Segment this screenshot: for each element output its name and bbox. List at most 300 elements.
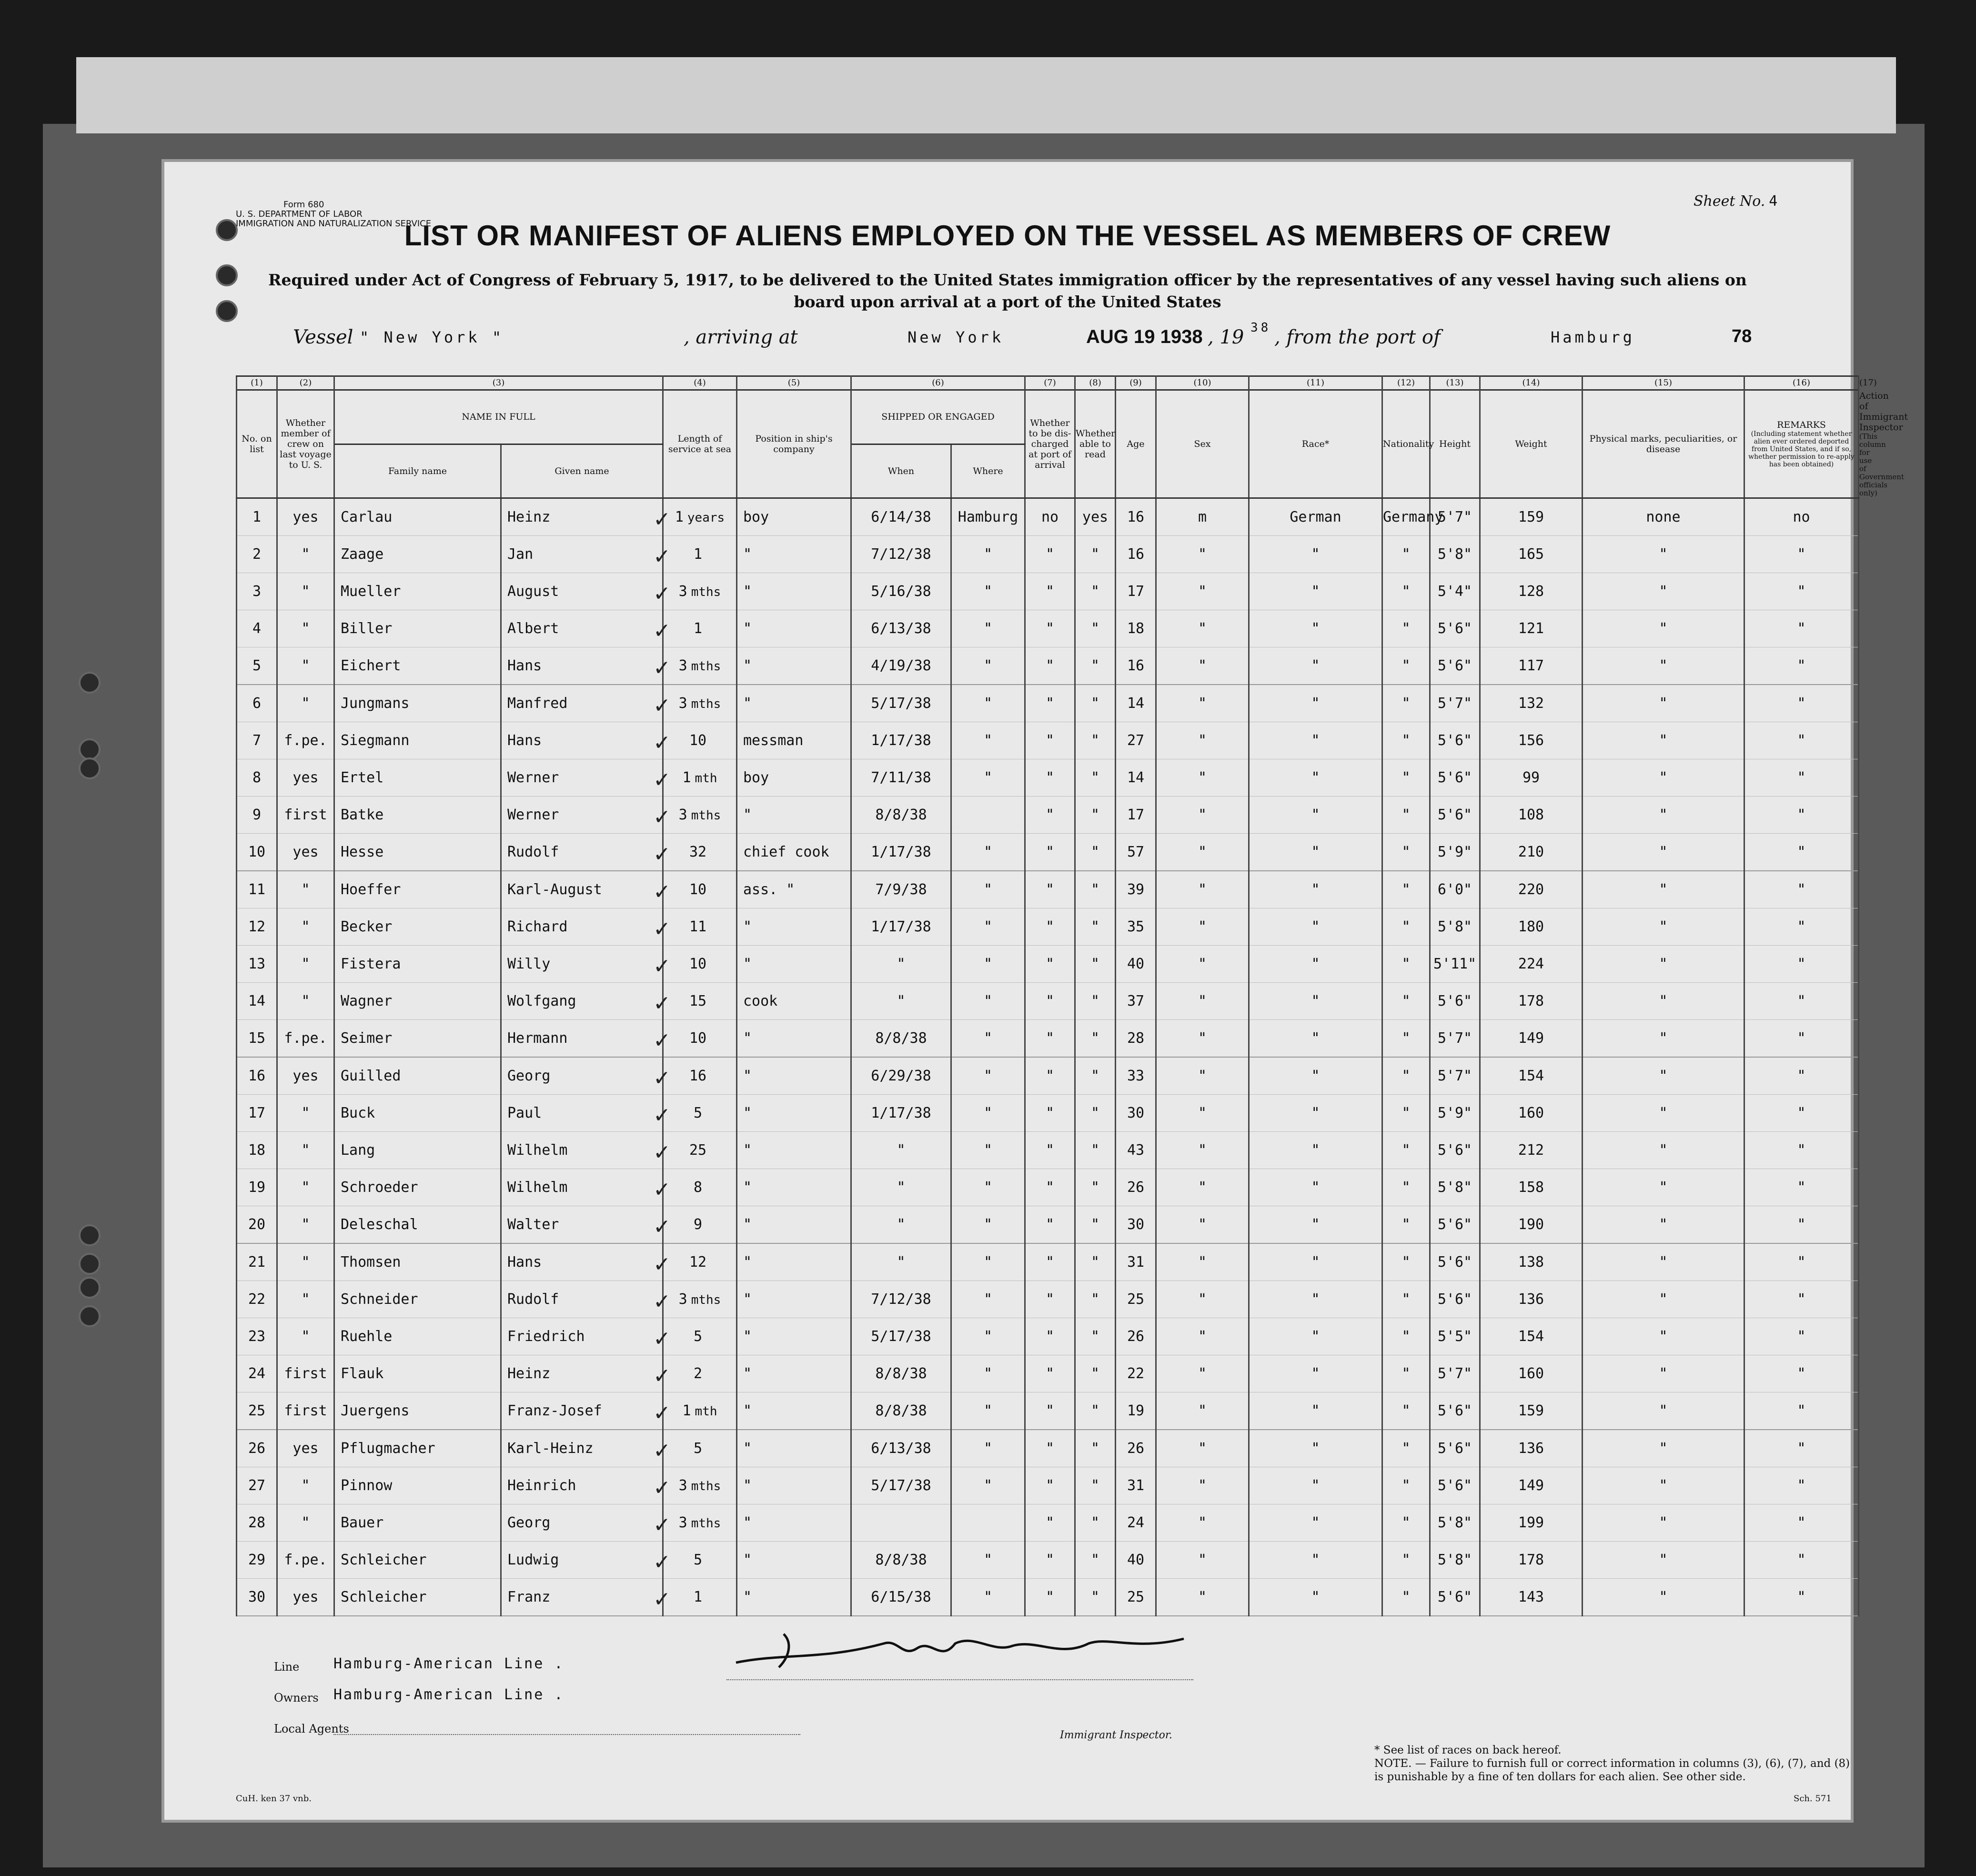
service-value: 10 xyxy=(689,1030,707,1047)
discharged-cell: " xyxy=(1025,1504,1075,1542)
service-length-cell xyxy=(663,1467,737,1504)
shipped-where-cell: " xyxy=(951,1355,1025,1392)
physical-marks-cell: " xyxy=(1583,1504,1744,1542)
shipped-when-cell: 6/15/38 xyxy=(851,1579,951,1616)
height-cell: 5'6" xyxy=(1430,983,1480,1020)
stacked-pages-edge xyxy=(76,57,1896,133)
service-value: 9 xyxy=(693,1216,703,1233)
weight-cell: 108 xyxy=(1480,797,1583,834)
col-num-11: (11) xyxy=(1249,376,1382,390)
weight-cell: 159 xyxy=(1480,498,1583,536)
position-cell: " xyxy=(737,536,851,573)
shipped-where-cell: " xyxy=(951,908,1025,946)
position-cell: " xyxy=(737,685,851,722)
position-cell: " xyxy=(737,1020,851,1058)
family-name-cell: Hoeffer xyxy=(334,871,501,908)
height-cell: 5'6" xyxy=(1430,1392,1480,1430)
col-header-height: Height xyxy=(1430,390,1480,498)
last-voyage-cell: " xyxy=(277,536,334,573)
arriving-port: New York xyxy=(907,328,1004,346)
service-length-cell xyxy=(663,647,737,685)
col-header-no: No. on list xyxy=(237,390,277,498)
remarks-cell: " xyxy=(1744,1206,1859,1244)
service-length-cell xyxy=(663,1243,737,1281)
last-voyage-cell: f.pe. xyxy=(277,1542,334,1579)
weight-cell: 199 xyxy=(1480,1504,1583,1542)
position-cell: " xyxy=(737,1467,851,1504)
last-voyage-cell: first xyxy=(277,1355,334,1392)
physical-marks-cell: " xyxy=(1583,946,1744,983)
last-voyage-cell: first xyxy=(277,1392,334,1430)
weight-cell: 136 xyxy=(1480,1430,1583,1467)
col-num-14: (14) xyxy=(1480,376,1583,390)
shipped-when-cell: 6/29/38 xyxy=(851,1057,951,1095)
nationality-cell: " xyxy=(1382,759,1430,797)
weight-cell: 128 xyxy=(1480,573,1583,610)
height-cell: 5'6" xyxy=(1430,722,1480,759)
remarks-cell: " xyxy=(1744,1542,1859,1579)
table-row xyxy=(237,983,1859,1020)
shipped-when-cell: 1/17/38 xyxy=(851,722,951,759)
service-value: 25 xyxy=(689,1142,707,1159)
service-value: 3 xyxy=(678,1514,687,1531)
sex-cell: " xyxy=(1156,1467,1249,1504)
family-name-cell: Siegmann xyxy=(334,722,501,759)
family-name-cell: Pinnow xyxy=(334,1467,501,1504)
position-cell: boy xyxy=(737,759,851,797)
remarks-cell: " xyxy=(1744,1355,1859,1392)
height-cell: 5'8" xyxy=(1430,1504,1480,1542)
physical-marks-cell: " xyxy=(1583,647,1744,685)
remarks-cell: " xyxy=(1744,685,1859,722)
family-name-cell: Schleicher xyxy=(334,1542,501,1579)
table-row xyxy=(237,536,1859,573)
remarks-cell: " xyxy=(1744,647,1859,685)
sex-cell: " xyxy=(1156,1430,1249,1467)
height-cell: 5'7" xyxy=(1430,498,1480,536)
shipped-when-cell: 8/8/38 xyxy=(851,1392,951,1430)
row-number-cell: 19 xyxy=(237,1169,277,1206)
sheet-value: 4 xyxy=(1769,193,1778,210)
table-row xyxy=(237,1206,1859,1244)
service-length-cell xyxy=(663,1392,737,1430)
discharged-cell: " xyxy=(1025,1206,1075,1244)
remarks-cell: " xyxy=(1744,1020,1859,1058)
physical-marks-cell: " xyxy=(1583,1020,1744,1058)
given-name-cell: Wolfgang ✓ xyxy=(501,983,663,1020)
able-to-read-cell: " xyxy=(1075,536,1116,573)
able-to-read-cell: " xyxy=(1075,1281,1116,1318)
able-to-read-cell: " xyxy=(1075,1132,1116,1169)
sex-cell: " xyxy=(1156,610,1249,647)
nationality-cell: " xyxy=(1382,1132,1430,1169)
last-voyage-cell: " xyxy=(277,908,334,946)
col-num-4: (4) xyxy=(663,376,737,390)
nationality-cell: " xyxy=(1382,647,1430,685)
age-cell: 26 xyxy=(1116,1169,1156,1206)
family-name-cell: Thomsen xyxy=(334,1243,501,1281)
weight-cell: 121 xyxy=(1480,610,1583,647)
binder-hole xyxy=(216,264,238,286)
age-cell: 31 xyxy=(1116,1467,1156,1504)
physical-marks-cell: " xyxy=(1583,610,1744,647)
discharged-cell: no xyxy=(1025,498,1075,536)
service-length-cell xyxy=(663,1020,737,1058)
race-cell: " xyxy=(1249,834,1382,871)
last-voyage-cell: first xyxy=(277,797,334,834)
binder-hole xyxy=(79,672,101,694)
able-to-read-cell: " xyxy=(1075,946,1116,983)
age-cell: 35 xyxy=(1116,908,1156,946)
last-voyage-cell: " xyxy=(277,685,334,722)
nationality-cell: " xyxy=(1382,1318,1430,1355)
last-voyage-cell: yes xyxy=(277,1579,334,1616)
position-cell: " xyxy=(737,1504,851,1542)
discharged-cell: " xyxy=(1025,834,1075,871)
shipped-where-cell: " xyxy=(951,610,1025,647)
shipped-when-cell: " xyxy=(851,946,951,983)
service-unit: mths xyxy=(691,659,721,674)
last-voyage-cell: yes xyxy=(277,834,334,871)
table-row xyxy=(237,1095,1859,1132)
nationality-cell: " xyxy=(1382,1542,1430,1579)
nationality-cell: " xyxy=(1382,1430,1430,1467)
family-name-cell: Buck xyxy=(334,1095,501,1132)
given-name-cell: Franz ✓ xyxy=(501,1579,663,1616)
family-name-cell: Fistera xyxy=(334,946,501,983)
page-title: LIST OR MANIFEST OF ALIENS EMPLOYED ON THE VESSEL AS MEMBERS OF CREW xyxy=(404,220,1611,252)
immigrant-inspector-label: Immigrant Inspector. xyxy=(1060,1729,1172,1741)
nationality-cell: " xyxy=(1382,1467,1430,1504)
family-name-cell: Ruehle xyxy=(334,1318,501,1355)
weight-cell: 138 xyxy=(1480,1243,1583,1281)
able-to-read-cell: " xyxy=(1075,1579,1116,1616)
discharged-cell: " xyxy=(1025,1542,1075,1579)
physical-marks-cell: " xyxy=(1583,685,1744,722)
shipped-where-cell: " xyxy=(951,1430,1025,1467)
service-length-cell xyxy=(663,1132,737,1169)
footnote xyxy=(1374,1744,1851,1784)
able-to-read-cell: " xyxy=(1075,908,1116,946)
physical-marks-cell: " xyxy=(1583,1542,1744,1579)
service-length-cell xyxy=(663,946,737,983)
discharged-cell: " xyxy=(1025,1467,1075,1504)
table-row xyxy=(237,1281,1859,1318)
service-value: 10 xyxy=(689,956,707,972)
remarks-cell: " xyxy=(1744,573,1859,610)
page-subtitle: Required under Act of Congress of February 5, 1917, to be delivered to the United States immigration officer by the representatives of any vessel having such aliens on board upon arrival at a port of the United States xyxy=(268,271,1747,311)
physical-marks-cell: " xyxy=(1583,722,1744,759)
remarks-cell: " xyxy=(1744,871,1859,908)
last-voyage-cell: f.pe. xyxy=(277,722,334,759)
shipped-when-cell: 7/11/38 xyxy=(851,759,951,797)
weight-cell: 99 xyxy=(1480,759,1583,797)
remarks-cell: " xyxy=(1744,1281,1859,1318)
height-cell: 5'8" xyxy=(1430,1169,1480,1206)
service-length-cell xyxy=(663,1542,737,1579)
shipped-when-cell: 7/12/38 xyxy=(851,1281,951,1318)
height-cell: 5'6" xyxy=(1430,1206,1480,1244)
shipped-where-cell: " xyxy=(951,871,1025,908)
remarks-note: (Including statement whether alien ever ordered deported from United States, and if so, whether permission to re-apply has been obtained) xyxy=(1748,430,1855,468)
service-value: 1 xyxy=(693,1589,703,1605)
given-name-cell: Georg ✓ xyxy=(501,1504,663,1542)
shipped-when-cell: 8/8/38 xyxy=(851,1542,951,1579)
weight-cell: 212 xyxy=(1480,1132,1583,1169)
remarks-cell: " xyxy=(1744,1243,1859,1281)
family-name-cell: Deleschal xyxy=(334,1206,501,1244)
shipped-where-cell: " xyxy=(951,1243,1025,1281)
sex-cell: " xyxy=(1156,871,1249,908)
age-cell: 18 xyxy=(1116,610,1156,647)
age-cell: 16 xyxy=(1116,647,1156,685)
height-cell: 5'6" xyxy=(1430,1243,1480,1281)
able-to-read-cell: yes xyxy=(1075,498,1116,536)
col-header-race: Race* xyxy=(1249,390,1382,498)
date-stamp: AUG 19 1938 xyxy=(1086,326,1203,347)
service-value: 1 xyxy=(682,769,691,786)
able-to-read-cell: " xyxy=(1075,1095,1116,1132)
able-to-read-cell: " xyxy=(1075,573,1116,610)
binder-hole xyxy=(79,757,101,779)
age-cell: 43 xyxy=(1116,1132,1156,1169)
shipped-when-cell: " xyxy=(851,1132,951,1169)
race-cell: " xyxy=(1249,946,1382,983)
nationality-cell: " xyxy=(1382,1057,1430,1095)
col-num-3: (3) xyxy=(334,376,663,390)
family-name-cell: Guilled xyxy=(334,1057,501,1095)
sex-cell: " xyxy=(1156,685,1249,722)
shipped-where-cell: " xyxy=(951,1542,1025,1579)
owners-label: Owners xyxy=(274,1691,319,1705)
nationality-cell: " xyxy=(1382,1579,1430,1616)
bottom-left-note: CuH. ken 37 vnb. xyxy=(236,1794,312,1804)
able-to-read-cell: " xyxy=(1075,1206,1116,1244)
height-cell: 5'9" xyxy=(1430,1095,1480,1132)
service-value: 3 xyxy=(678,695,687,712)
sheet-label: Sheet No. xyxy=(1694,193,1765,210)
row-number-cell: 4 xyxy=(237,610,277,647)
table-row xyxy=(237,498,1859,536)
row-number-cell: 11 xyxy=(237,871,277,908)
col-num-1: (1) xyxy=(237,376,277,390)
position-cell: " xyxy=(737,1095,851,1132)
position-cell: " xyxy=(737,1318,851,1355)
physical-marks-cell: " xyxy=(1583,797,1744,834)
shipped-where-cell: " xyxy=(951,759,1025,797)
row-number-cell: 25 xyxy=(237,1392,277,1430)
last-voyage-cell: yes xyxy=(277,1057,334,1095)
shipped-when-cell: 7/12/38 xyxy=(851,536,951,573)
form-number: Form 680 xyxy=(283,200,324,210)
weight-cell: 143 xyxy=(1480,1579,1583,1616)
service-value: 1 xyxy=(682,1402,691,1419)
last-voyage-cell: " xyxy=(277,1169,334,1206)
table-row xyxy=(237,1504,1859,1542)
race-cell: " xyxy=(1249,722,1382,759)
sex-cell: " xyxy=(1156,1318,1249,1355)
remarks-cell: " xyxy=(1744,1169,1859,1206)
service-value: 1 xyxy=(693,620,703,637)
service-value: 5 xyxy=(693,1440,703,1457)
given-name-cell: Hans ✓ xyxy=(501,722,663,759)
service-length-cell xyxy=(663,536,737,573)
age-cell: 39 xyxy=(1116,871,1156,908)
shipped-where-cell: " xyxy=(951,834,1025,871)
arriving-label: , arriving at xyxy=(684,326,798,348)
family-name-cell: Becker xyxy=(334,908,501,946)
sex-cell: " xyxy=(1156,834,1249,871)
age-cell: 31 xyxy=(1116,1243,1156,1281)
row-number-cell: 12 xyxy=(237,908,277,946)
line-label: Line xyxy=(274,1660,300,1674)
col-header-shipped: SHIPPED OR ENGAGED xyxy=(851,390,1025,444)
position-cell: " xyxy=(737,1169,851,1206)
physical-marks-cell: " xyxy=(1583,1095,1744,1132)
table-row xyxy=(237,1392,1859,1430)
discharged-cell: " xyxy=(1025,610,1075,647)
table-row xyxy=(237,1579,1859,1616)
physical-marks-cell: " xyxy=(1583,1169,1744,1206)
shipped-where-cell: " xyxy=(951,1392,1025,1430)
col-header-remarks xyxy=(1744,390,1859,498)
nationality-cell: " xyxy=(1382,1355,1430,1392)
shipped-where-cell: " xyxy=(951,685,1025,722)
given-name-cell: Georg ✓ xyxy=(501,1057,663,1095)
shipped-where-cell: " xyxy=(951,1132,1025,1169)
sex-cell: " xyxy=(1156,983,1249,1020)
owners-value xyxy=(333,1686,564,1703)
able-to-read-cell: " xyxy=(1075,1542,1116,1579)
height-cell: 5'6" xyxy=(1430,1467,1480,1504)
position-cell: " xyxy=(737,908,851,946)
age-cell: 17 xyxy=(1116,797,1156,834)
physical-marks-cell: " xyxy=(1583,834,1744,871)
shipped-where-cell: " xyxy=(951,1579,1025,1616)
position-cell: cook xyxy=(737,983,851,1020)
given-name-cell: Franz-Josef ✓ xyxy=(501,1392,663,1430)
able-to-read-cell: " xyxy=(1075,983,1116,1020)
table-row xyxy=(237,1057,1859,1095)
year-suffix: 38 xyxy=(1250,321,1271,335)
row-number-cell: 2 xyxy=(237,536,277,573)
height-cell: 5'11" xyxy=(1430,946,1480,983)
sex-cell: m xyxy=(1156,498,1249,536)
physical-marks-cell: " xyxy=(1583,1355,1744,1392)
discharged-cell: " xyxy=(1025,871,1075,908)
race-cell: " xyxy=(1249,1467,1382,1504)
discharged-cell: " xyxy=(1025,536,1075,573)
col-header-when: When xyxy=(851,444,951,498)
last-voyage-cell: " xyxy=(277,647,334,685)
remarks-cell: " xyxy=(1744,1430,1859,1467)
service-length-cell xyxy=(663,1281,737,1318)
service-unit: mths xyxy=(691,697,721,711)
race-cell: German xyxy=(1249,498,1382,536)
row-number-cell: 9 xyxy=(237,797,277,834)
owners-value-text: Hamburg-American Line . xyxy=(333,1686,565,1703)
service-length-cell xyxy=(663,1430,737,1467)
nationality-cell: " xyxy=(1382,871,1430,908)
last-voyage-cell: " xyxy=(277,1281,334,1318)
position-cell: " xyxy=(737,1132,851,1169)
height-cell: 5'9" xyxy=(1430,834,1480,871)
shipped-where-cell: " xyxy=(951,1206,1025,1244)
family-name-cell: Juergens xyxy=(334,1392,501,1430)
service-length-cell xyxy=(663,1318,737,1355)
discharged-cell: " xyxy=(1025,1392,1075,1430)
service-unit: years xyxy=(687,511,725,525)
shipped-where-cell: " xyxy=(951,946,1025,983)
able-to-read-cell: " xyxy=(1075,1020,1116,1058)
service-value: 3 xyxy=(678,1291,687,1308)
col-header-given: Given name xyxy=(501,444,663,498)
sex-cell: " xyxy=(1156,1542,1249,1579)
col-num-10: (10) xyxy=(1156,376,1249,390)
col-num-8: (8) xyxy=(1075,376,1116,390)
height-cell: 5'4" xyxy=(1430,573,1480,610)
discharged-cell: " xyxy=(1025,1169,1075,1206)
sex-cell: " xyxy=(1156,1206,1249,1244)
weight-cell: 117 xyxy=(1480,647,1583,685)
shipped-when-cell: 5/16/38 xyxy=(851,573,951,610)
service-value: 3 xyxy=(678,1477,687,1494)
vessel-name: " New York " xyxy=(360,328,504,346)
shipped-when-cell: 4/19/38 xyxy=(851,647,951,685)
col-header-name: NAME IN FULL xyxy=(334,390,663,444)
position-cell: " xyxy=(737,946,851,983)
table-row xyxy=(237,834,1859,871)
last-voyage-cell: yes xyxy=(277,1430,334,1467)
physical-marks-cell: " xyxy=(1583,759,1744,797)
weight-cell: 160 xyxy=(1480,1095,1583,1132)
last-voyage-cell: " xyxy=(277,573,334,610)
table-row xyxy=(237,647,1859,685)
service-length-cell xyxy=(663,573,737,610)
remarks-title: REMARKS xyxy=(1777,420,1826,430)
col-num-5: (5) xyxy=(737,376,851,390)
height-cell: 5'8" xyxy=(1430,536,1480,573)
given-name-cell: Friedrich ✓ xyxy=(501,1318,663,1355)
last-voyage-cell: yes xyxy=(277,759,334,797)
service-unit: mths xyxy=(691,1516,721,1531)
height-cell: 5'8" xyxy=(1430,1542,1480,1579)
nationality-cell: " xyxy=(1382,797,1430,834)
family-name-cell: Schneider xyxy=(334,1281,501,1318)
shipped-when-cell: " xyxy=(851,1169,951,1206)
discharged-cell: " xyxy=(1025,1318,1075,1355)
table-row xyxy=(237,610,1859,647)
sex-cell: " xyxy=(1156,1020,1249,1058)
family-name-cell: Mueller xyxy=(334,573,501,610)
column-number-row xyxy=(237,376,1859,390)
weight-cell: 149 xyxy=(1480,1467,1583,1504)
shipped-when-cell: 8/8/38 xyxy=(851,1020,951,1058)
service-value: 1 xyxy=(693,546,703,563)
race-cell: " xyxy=(1249,1318,1382,1355)
row-number-cell: 30 xyxy=(237,1579,277,1616)
family-name-cell: Bauer xyxy=(334,1504,501,1542)
table-row xyxy=(237,946,1859,983)
shipped-where-cell: " xyxy=(951,1095,1025,1132)
row-number-cell: 22 xyxy=(237,1281,277,1318)
line-value xyxy=(333,1655,564,1672)
remarks-cell: " xyxy=(1744,1132,1859,1169)
height-cell: 5'6" xyxy=(1430,647,1480,685)
bottom-right-note: Sch. 571 xyxy=(1794,1794,1832,1804)
service-unit: mths xyxy=(691,808,721,823)
able-to-read-cell: " xyxy=(1075,1430,1116,1467)
